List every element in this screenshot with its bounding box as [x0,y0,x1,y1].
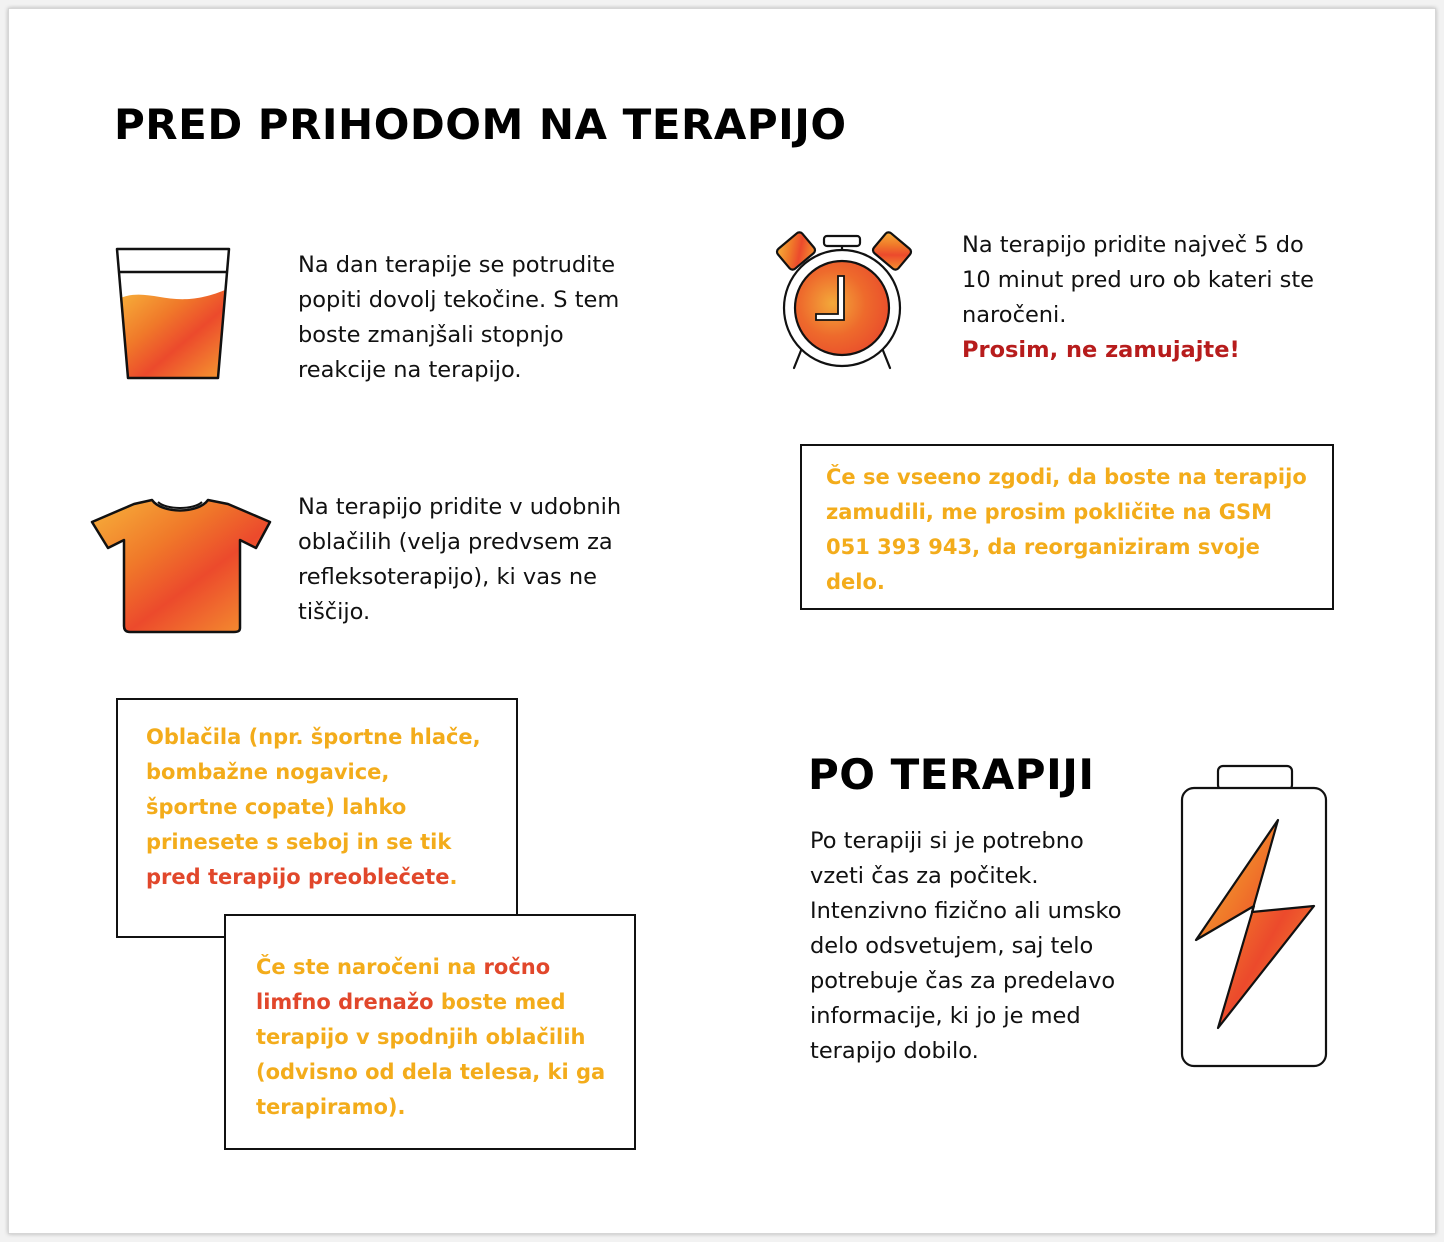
text-line: delo odsvetujem, saj telo [810,933,1094,959]
text-line: delo. [826,570,885,594]
section-title-after: PO TERAPIJI [808,750,1095,799]
water-text [298,248,658,388]
text-line: oblačilih (velja predvsem za [298,529,613,555]
text-line: zamudili, me prosim pokličite na GSM [826,500,1273,524]
highlight-text: pred terapijo preoblečete [146,865,450,889]
late-notice-box [800,444,1334,610]
text-line [146,860,516,895]
alarm-clock-icon [772,230,916,376]
text-line: Na terapijo pridite v udobnih [298,494,622,520]
text-line: 10 minut pred uro ob kateri ste [962,267,1315,293]
text-line: Intenzivno fizično ali umsko [810,898,1122,924]
highlight-text: limfno drenažo [256,990,434,1014]
battery-charge-icon [1178,764,1330,1070]
text-line: refleksoterapijo), ki vas ne [298,564,597,590]
text-line [256,950,632,985]
text-line: Če se vseeno zgodi, da boste na terapijo [826,465,1307,489]
after-text [810,824,1170,1069]
text-line: reakcije na terapijo. [298,357,522,383]
text-line: popiti dovolj tekočine. S tem [298,287,620,313]
text-line: Na terapijo pridite največ 5 do [962,232,1304,258]
text-fragment: Če ste naročeni na [256,955,484,979]
text-line: terapiramo). [256,1095,406,1119]
text-line: informacije, ki jo je med [810,1003,1081,1029]
text-line: potrebuje čas za predelavo [810,968,1116,994]
text-line: terapijo dobilo. [810,1038,979,1064]
text-line: tiščijo. [298,599,371,625]
text-fragment: . [449,865,458,889]
text-line: (odvisno od dela telesa, ki ga [256,1060,606,1084]
text-line: 051 393 943, da reorganiziram svoje [826,535,1260,559]
text-line: Po terapiji si je potrebno [810,828,1084,854]
text-line: prinesete s seboj in se tik [146,830,452,854]
text-line: Oblačila (npr. športne hlače, [146,725,481,749]
warning-text: Prosim, ne zamujajte! [962,337,1240,363]
change-clothes-box [116,698,518,938]
text-fragment: boste med [433,990,566,1014]
lymph-drainage-box [224,914,636,1150]
text-line: terapijo v spodnjih oblačilih [256,1025,586,1049]
highlight-text: ročno [483,955,551,979]
page-title: PRED PRIHODOM NA TERAPIJO [114,100,847,149]
text-line: Na dan terapije se potrudite [298,252,616,278]
water-glass-icon [112,246,232,382]
text-line: športne copate) lahko [146,795,407,819]
t-shirt-icon [88,496,274,636]
text-line: bombažne nogavice, [146,760,390,784]
text-line [256,985,632,1020]
text-line: boste zmanjšali stopnjo [298,322,564,348]
text-line: naročeni. [962,302,1067,328]
clothes-text [298,490,668,630]
time-text [962,228,1362,368]
text-line: vzeti čas za počitek. [810,863,1039,889]
